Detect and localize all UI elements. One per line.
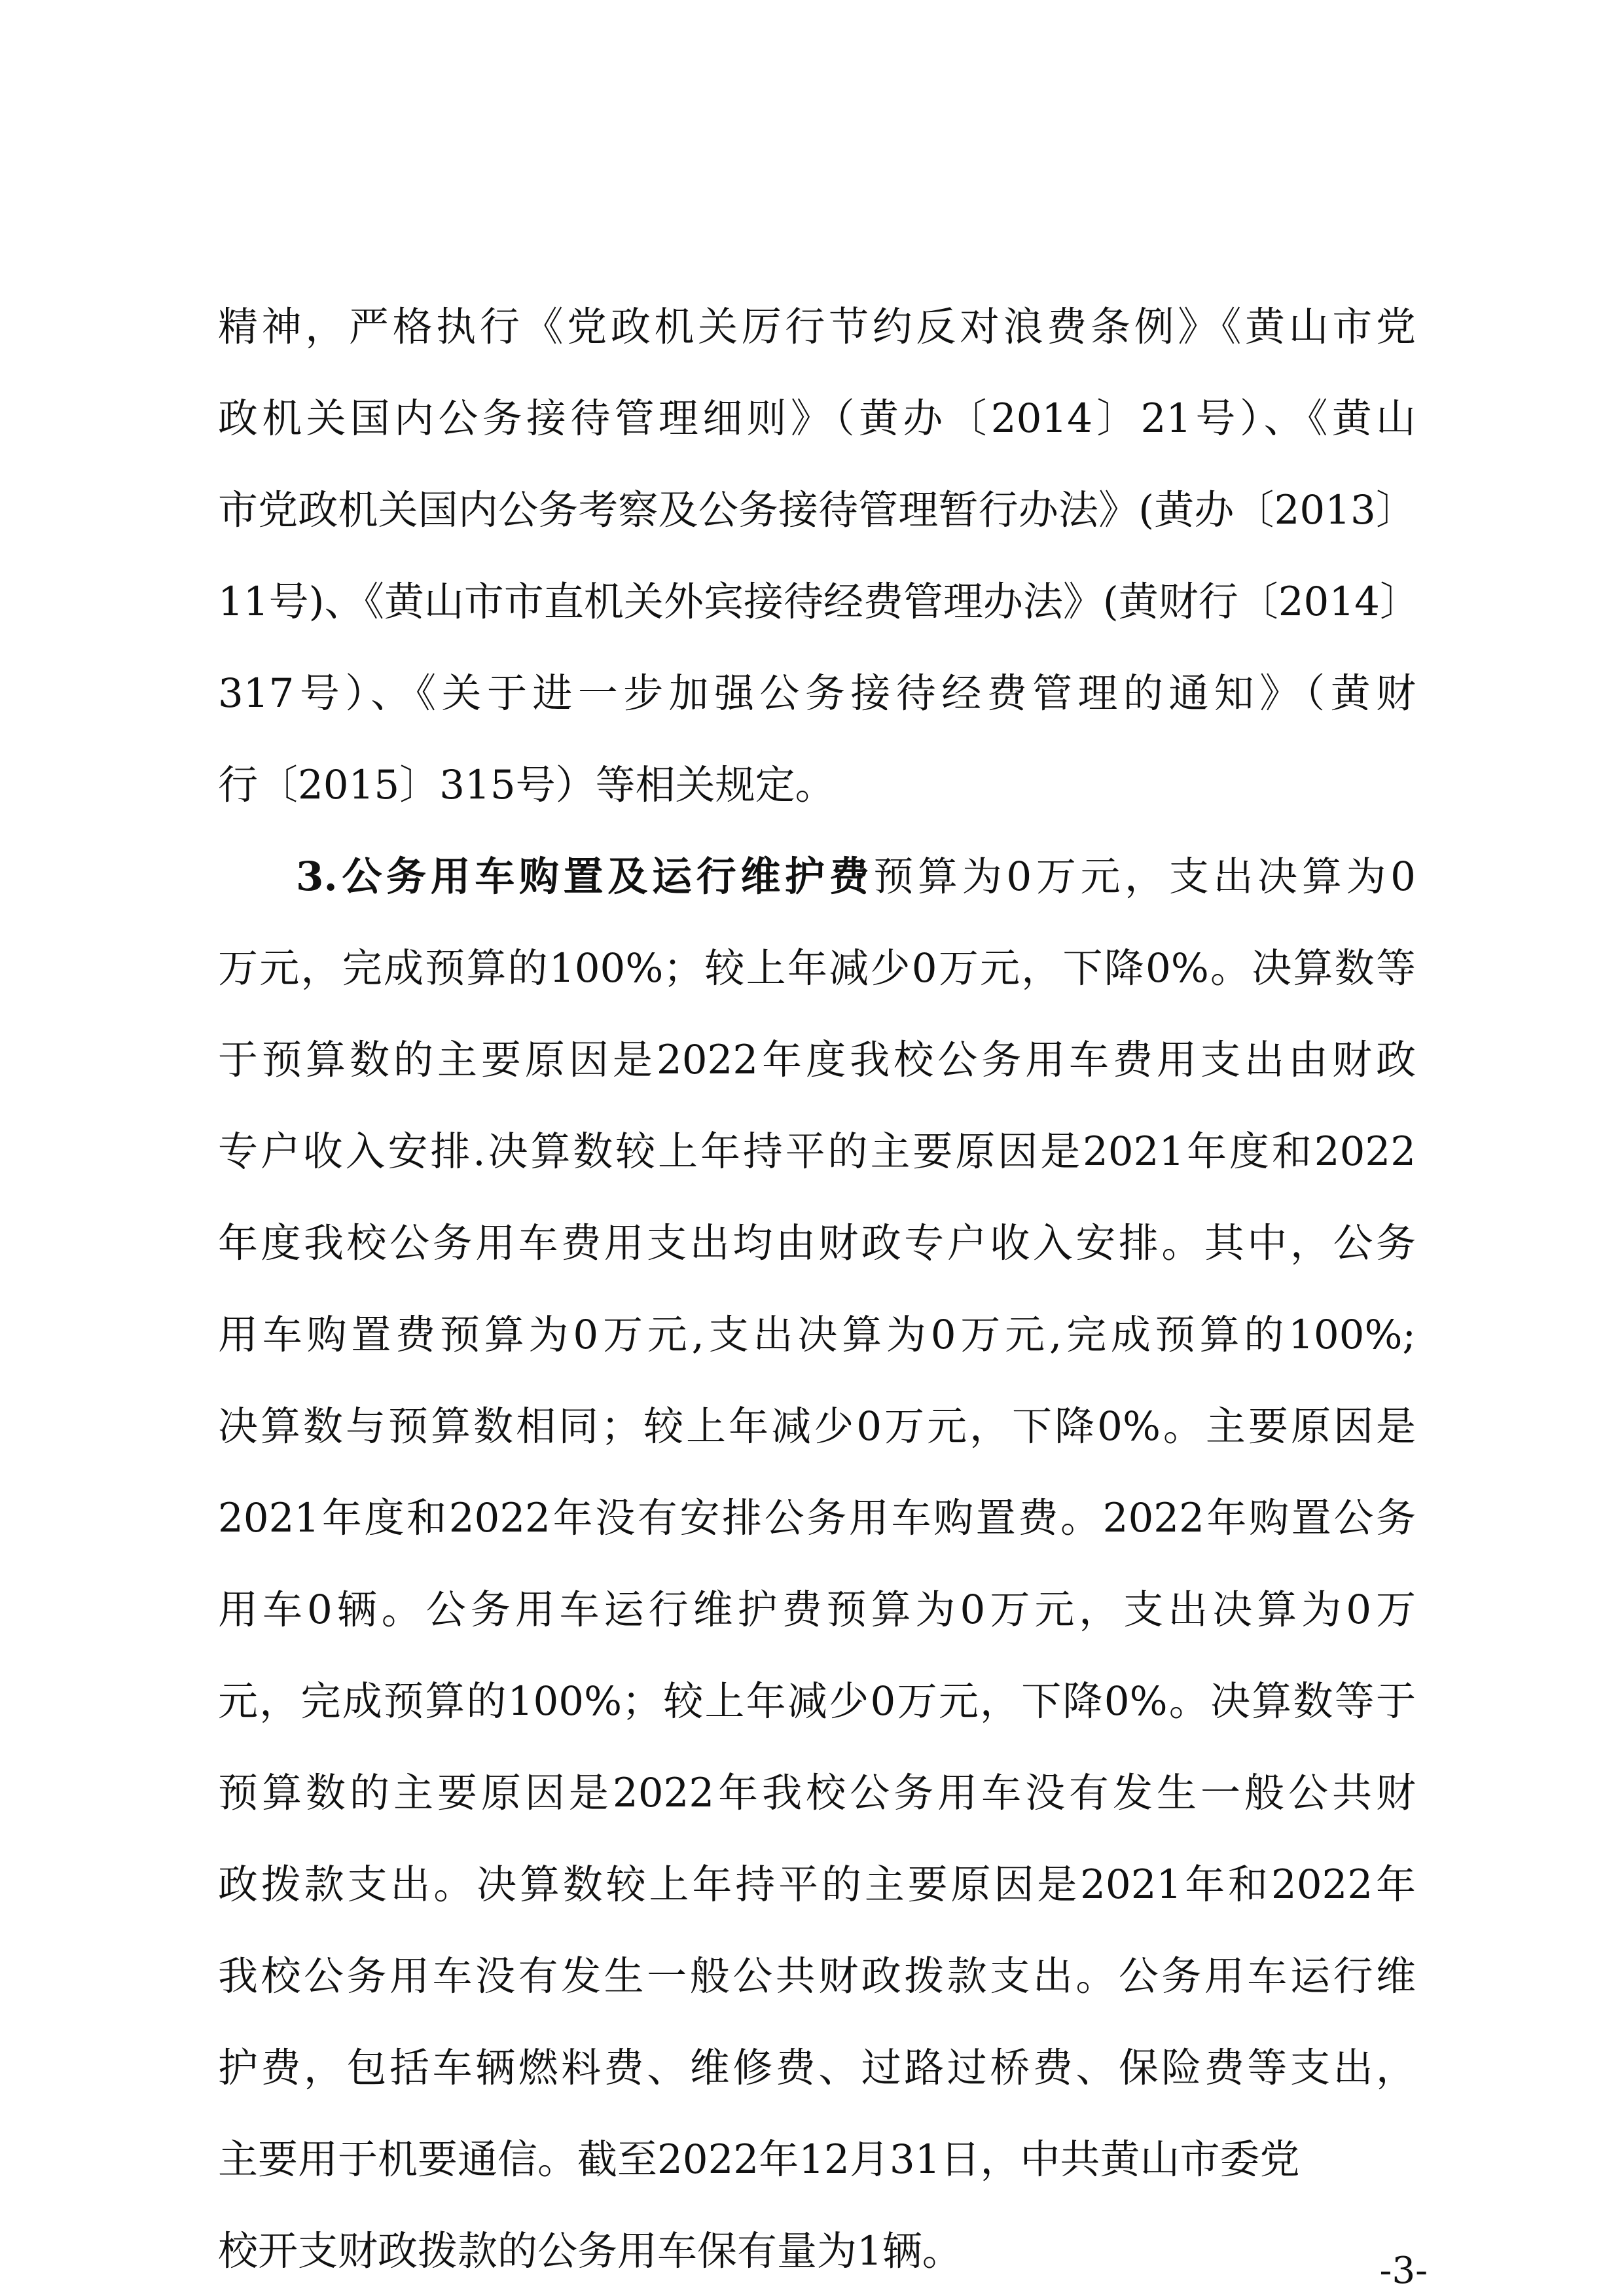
text-line: 11号)、《黄山市市直机关外宾接待经费管理办法》(黄财行〔2014〕 xyxy=(218,579,1420,625)
page-number: -3- xyxy=(1379,2250,1428,2292)
text-line: 校开支财政拨款的公务用车保有量为1辆。 xyxy=(218,2228,962,2274)
text-line: 用车0辆。公务用车运行维护费预算为0万元，支出决算为0万 xyxy=(218,1587,1416,1633)
text-line: 市党政机关国内公务考察及公务接待管理暂行办法》(黄办〔2013〕 xyxy=(218,487,1416,533)
text-line: 主要用于机要通信。截至2022年12月31日，中共黄山市委党 xyxy=(218,2136,1300,2183)
text-line: 万元，完成预算的100%；较上年减少0万元，下降0%。决算数等 xyxy=(218,945,1416,992)
text-line: 我校公务用车没有发生一般公共财政拨款支出。公务用车运行维 xyxy=(218,1953,1416,2000)
text-line: 于预算数的主要原因是2022年度我校公务用车费用支出由财政 xyxy=(218,1037,1416,1083)
text-line: 决算数与预算数相同；较上年减少0万元，下降0%。主要原因是 xyxy=(218,1403,1416,1450)
text-line: 用车购置费预算为0万元,支出决算为0万元,完成预算的100%; xyxy=(218,1312,1416,1358)
text-line: 精神，严格执行《党政机关厉行节约反对浪费条例》《黄山市党 xyxy=(218,304,1416,350)
text-line: 元，完成预算的100%；较上年减少0万元，下降0%。决算数等于 xyxy=(218,1678,1416,1725)
text-line: 预算数的主要原因是2022年我校公务用车没有发生一般公共财 xyxy=(218,1770,1416,1816)
heading-line-text: 预算为0万元，支出决算为0 xyxy=(873,853,1416,900)
text-line: 317号）、《关于进一步加强公务接待经费管理的通知》（黄财 xyxy=(218,670,1416,717)
text-line: 护费，包括车辆燃料费、维修费、过路过桥费、保险费等支出， xyxy=(218,2045,1416,2091)
text-line: 专户收入安排.决算数较上年持平的主要原因是2021年度和2022 xyxy=(218,1128,1416,1175)
text-line: 政机关国内公务接待管理细则》（黄办〔2014〕21号）、《黄山 xyxy=(218,395,1416,442)
text-line: 2021年度和2022年没有安排公务用车购置费。2022年购置公务 xyxy=(218,1495,1416,1541)
section-heading-line xyxy=(296,848,1416,906)
text-line: 政拨款支出。决算数较上年持平的主要原因是2021年和2022年 xyxy=(218,1861,1416,1908)
text-line: 行〔2015〕315号）等相关规定。 xyxy=(218,762,835,808)
section-heading: 3.公务用车购置及运行维护费 xyxy=(296,853,874,900)
text-line: 年度我校公务用车费用支出均由财政专户收入安排。其中，公务 xyxy=(218,1220,1416,1266)
